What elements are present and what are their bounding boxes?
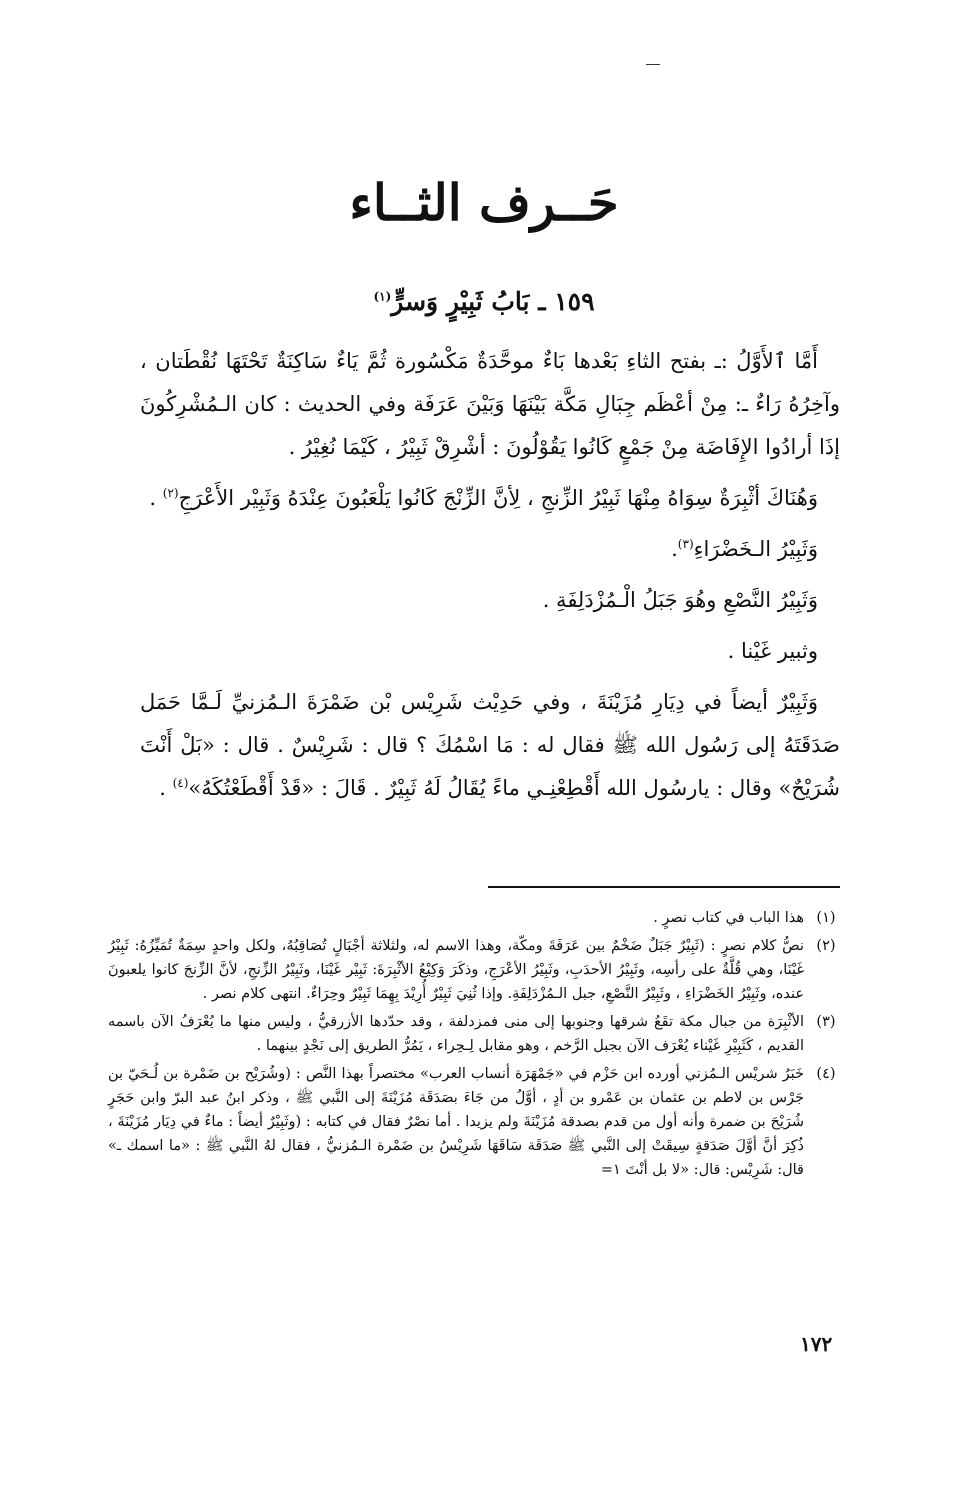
paragraph-tail: . [149,486,163,510]
chapter-title: حَــرف الثــاء [349,173,619,232]
footnote-item [108,934,848,1006]
footnote-text: نصُّ كلام نصرٍ : (ثَبِيْرٌ جَبَلٌ ضَخْمٌ بين عَرَفَةَ ومكّة، وهذا الاسم له، ولثلاثة أجْبَالٍ تُصَاقِبُهُ، ولكل واحدٍ سِمَةٌ تُمَيِّزُهُ: ثَبِيْرُ غَيْنَا، وهي قُلَّةٌ على رأسِه، وثَبِيْرُ الأحدَبِ، وثَبِيْرُ الأعْرَجِ، وذكَرَ وَكِيْعُ الأثْبِرَةَ: ثَبِيْر غَيْنَا، وثَبِيْرُ الزِّنجِ، لأنَّ الزِّنجَ كانوا يلعبونَ عنده، وثَبِيْرُ الخَضْرَاءِ ، وثَبِيْرُ النَّصْعِ، جبل الـمُزْدَلِفَةِ. وإذا ثُنِيَ ثَبِيْرٌ أُرِيْدَ بِهِمَا ثَبِيْرٌ وحِرَاءٌ. انتهى كلام نصر . [108,938,804,1002]
paragraph-text: أَمَّا ٱلأَوَّلُ :ـ بفتح الثاءِ بَعْدها بَاءٌ موحَّدَةٌ مَكْسُورة ثُمَّ يَاءٌ سَاكِنَةٌ تَحْتَهَا نُقْطَتان ، وآخِرُهُ رَاءٌ ـ: مِنْ أعْظَم جِبَالِ مَكَّة بَيْنَهَا وَبَيْنَ عَرَفَة وفي الحديث : كان الـمُشْرِكُونَ إذَا أرادُوا الإِفَاضَة مِنْ جَمْعٍ كَانُوا يَقُوْلُونَ : أشْرِقْ ثَبِيْرُ ، كَيْمَا نُغِيْرُ . [140,349,840,459]
footnote-text: الأثْبِرَة من جبال مكة تقَعُ شرقها وجنوبها إلى منى فمزدلفة ، وقد حدّدها الأزرقيُّ ، وليس منها ما يُعْرَفُ الآن باسمه القديم ، كَثَبِيْرِ غَيْناء يُعْرَف الآن بجبل الرَّخم ، وهو مقابل لِـحِراء ، يَمُرُّ الطريق إلى نَجْدٍ بينهما . [108,1014,804,1054]
paragraph-tail: . [671,537,678,561]
paragraph-text: وَثَبِيْرُ الـخَضْرَاءِ [693,537,818,561]
paragraph-text: وثبير غَيْنا . [727,639,818,663]
footnote-separator [488,886,840,888]
paragraph [140,681,840,810]
footnote-item [108,906,848,930]
footnote-text: خَبَرُ شريْس الـمُزني أورده ابن حَزْم في «جَمْهَرَة أنساب العرب» مختصراً بهذا النَّص : (وشُرَيْح بن ضَمْرة بن لُـحَيّ بن جَرْس بن لاطم بن عثمان بن عَمْرو بن أدٍ ، أوَّلُ من جَاءَ بصَدَقَة مُزَيْنَةَ إلى النَّبي ﷺ ، وذكر ابنُ عبد البرّ وابن حَجَرٍ شُرَيْحَ بن ضمرة وأنه أول من قدم بصدقة مُزَيْنَةَ ولم يزيدا . أما نصْرٌ فقال في كتابه : (وثَبِيْرٌ أيضاً : ماءٌ في دِيَار مُزَيْنَةَ ، ذُكِرَ أنَّ أوَّلَ صَدَقةٍ سِيقَتْ إلى النَّبي ﷺ صَدَقَة سَاقَهَا شَرِيْسُ بن ضَمْرة الـمُزنيُّ ، فقال لهُ النَّبي ﷺ : «ما اسمك ـ» قال: شَرِيْس: قال: «لا بل أنْتَ ١= [108,1066,804,1178]
footnote-number: (١) [816,910,836,926]
footnotes [108,906,848,1186]
paragraph-text: وَهُنَاكَ أثْبِرَةٌ سِوَاهُ مِنْهَا ثَبِيْرُ الزِّنجِ ، لِأنَّ الزِّنْجَ كَانُوا يَلْعَبُونَ عِنْدَهُ وَثَبِيْر الأَعْرَجِ [178,486,818,510]
section-dash: ـ [538,287,546,316]
section-name: بَابُ ثَبِيْرٍ وَسرٍّ [391,287,530,316]
paragraph [140,630,840,673]
footnote-number: (٢) [816,938,836,954]
footnote-number: (٤) [816,1066,836,1082]
section-footnote-ref: (١) [373,289,392,304]
page-number: ١٧٢ [800,1332,833,1356]
section-title [0,282,968,322]
footnote-number: (٣) [816,1014,836,1030]
footnote-ref: (٢) [162,486,179,500]
section-number: ١٥٩ [554,287,595,316]
paragraph-text: وَثَبِيْرٌ أيضاً في دِيَارِ مُزَيْنَةَ ، وفي حَدِيْث شَرِيْس بْن ضَمْرَةَ الـمُزنيِّ لَـمَّا حَمَل صَدَقَتَهُ إلى رَسُول الله ﷺ فقال له : مَا اسْمُكَ ؟ قال : شَرِيْسٌ . قال : «بَلْ أَنْتَ شُرَيْحٌ» وقال : يارسُول الله أَقْطِعْنِـي ماءً يُقَالُ لَهُ ثَبِيْرٌ . قَالَ : «قَدْ أَقْطَعْتُكَهُ» [140,690,840,800]
paragraph [140,579,840,622]
footnote-text: هذا الباب في كتاب نصرٍ . [653,910,804,926]
paragraph [140,477,840,520]
paragraph-text: وَثَبِيْرُ النَّصْعِ وهُوَ جَبَلُ الْـمُزْدَلِفَةِ . [542,588,818,612]
footnote-ref: (٤) [172,776,189,790]
footnote-item [108,1062,848,1182]
paragraph [140,340,840,469]
top-mark [646,64,660,65]
paragraph [140,528,840,571]
main-text [140,340,840,810]
paragraph-tail: . [159,776,173,800]
footnote-ref: (٣) [677,537,694,551]
footnote-item [108,1010,848,1058]
